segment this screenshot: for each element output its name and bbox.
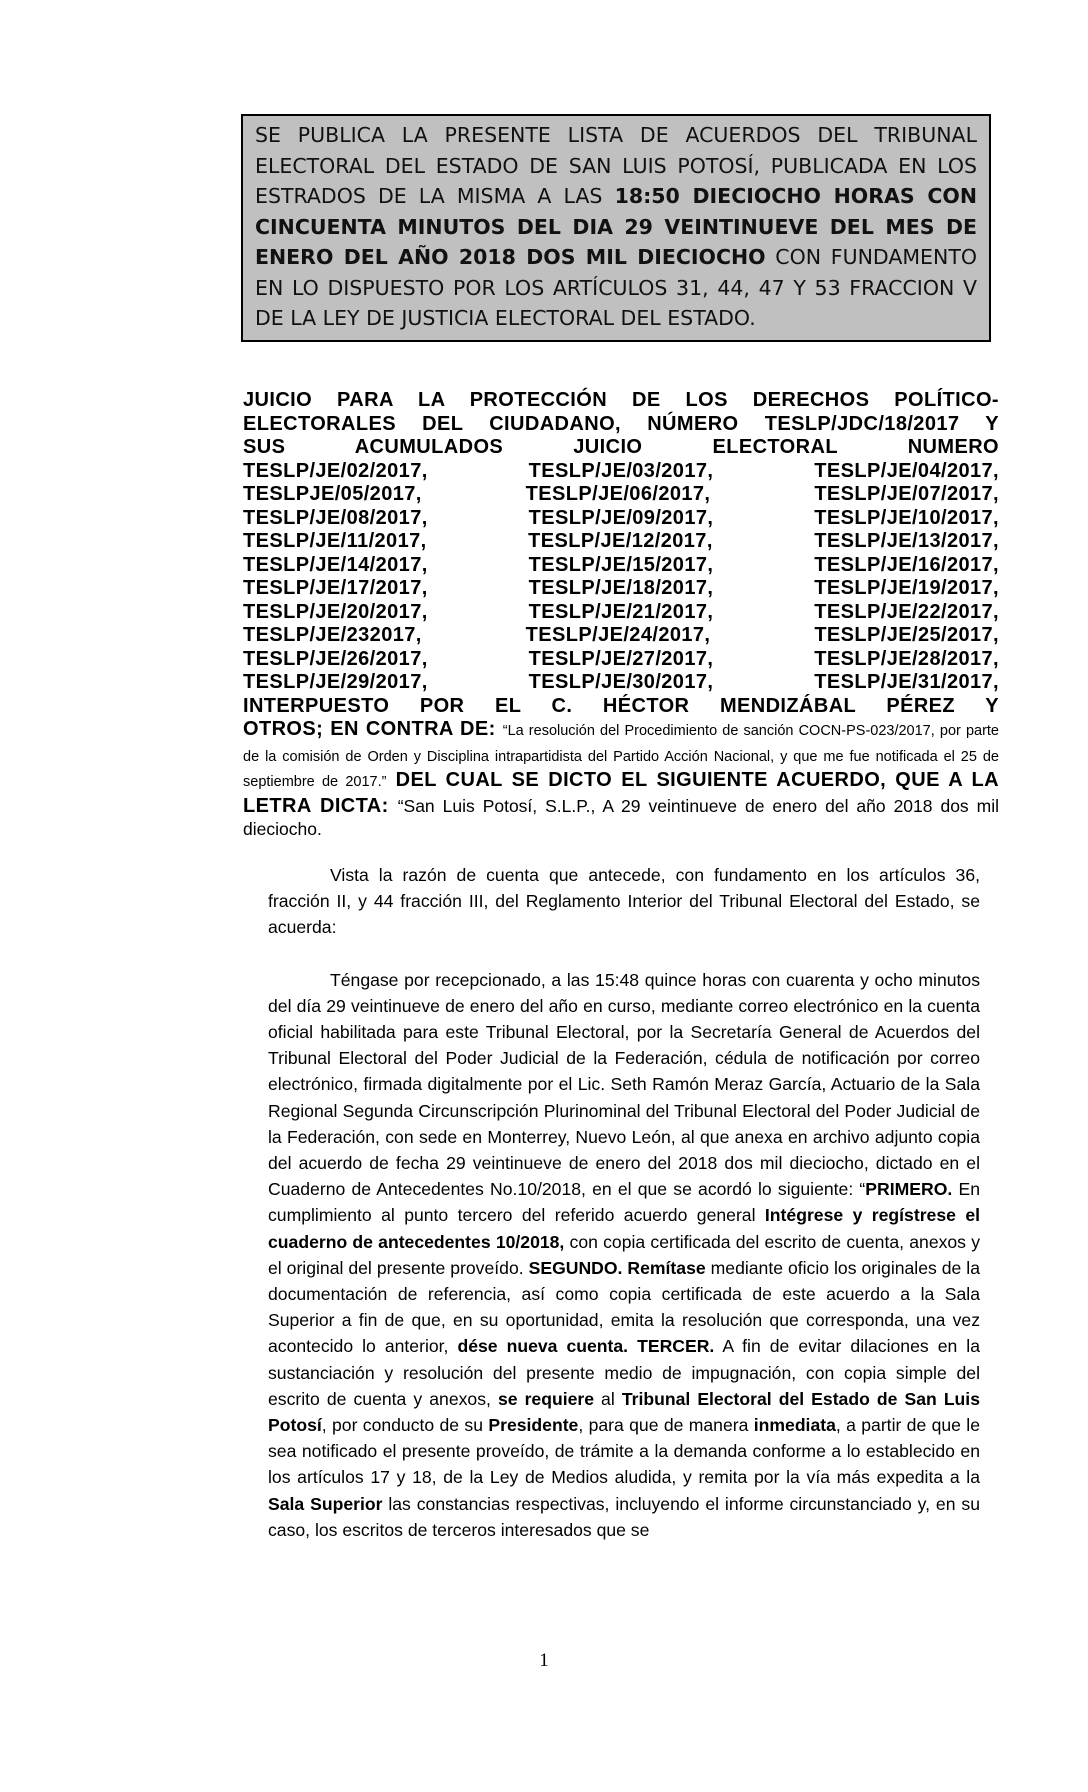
- case-numbers-row: TESLP/JE/29/2017, TESLP/JE/30/2017, TESLP/JE/31/2017,: [243, 671, 999, 693]
- case-numbers-row: TESLP/JE/02/2017, TESLP/JE/03/2017, TESLP/JE/04/2017,: [243, 459, 999, 482]
- contra-paragraph: [243, 718, 999, 842]
- case-numbers-row: TESLP/JE/11/2017, TESLP/JE/12/2017, TESLP/JE/13/2017,: [243, 530, 999, 552]
- publication-notice-box: [241, 114, 991, 342]
- header-line: JUICIO PARA LA PROTECCIÓN DE LOS DERECHOS POLÍTICO-: [243, 389, 999, 411]
- notice-basis: CON FUNDAMENTO EN LO DISPUESTO POR LOS ARTÍCULOS 31, 44, 47 Y 53 FRACCION V DE LA LEY DE JUSTICIA ELECTORAL DEL ESTADO.: [255, 245, 977, 330]
- header-line: SUS ACUMULADOS JUICIO ELECTORAL NUMERO: [243, 436, 999, 458]
- case-numbers-row: TESLP/JE/26/2017, TESLP/JE/27/2017, TESLP/JE/28/2017,: [243, 647, 999, 670]
- case-header: [243, 389, 999, 842]
- paragraph-receipt: Téngase por recepcionado, a las 15:48 quince horas con cuarenta y ocho minutos del día 29 veintinueve de enero del año en curso, mediante correo electrónico en la cuenta oficial habilitada para este Tribunal Electoral, por la Secretaría General de Acuerdos del Tribunal Electoral del Poder Judicial de la Federación, cédula de notificación por correo electrónico, firmada digitalmente por el Lic. Seth Ramón Meraz García, Actuario de la Sala Regional Segunda Circunscripción Plurinominal del Tribunal Electoral del Poder Judicial de la Federación, con sede en Monterrey, Nuevo León, al que anexa en archivo adjunto copia del acuerdo de fecha 29 veintinueve de enero del 2018 dos mil dieciocho, dictado en el Cuaderno de Antecedentes No.10/2018, en el que se acordó lo siguiente: “PRIMERO. En cumplimiento al punto tercero del referido acuerdo general Intégrese y regístrese el cuaderno de antecedentes 10/2018, con copia certificada del escrito de cuenta, anexos y el original del presente proveído. SEGUNDO. Remítase mediante oficio los originales de la documentación de referencia, así como copia certificada de este acuerdo a la Sala Superior a fin de que, en su oportunidad, emita la resolución que corresponda, una vez acontecido lo anterior, dése nueva cuenta. TERCER. A fin de evitar dilaciones en la sustanciación y resolución del presente medio de impugnación, con copia simple del escrito de cuenta y anexos, se requiere al Tribunal Electoral del Estado de San Luis Potosí, por conducto de su Presidente, para que de manera inmediata, a partir de que le sea notificado el presente proveído, de trámite a la demanda conforme a lo establecido en los artículos 17 y 18, de la Ley de Medios aludida, y remita por la vía más expedita a la Sala Superior las constancias respectivas, incluyendo el informe circunstanciado y, en su caso, los escritos de terceros interesados que se: [268, 969, 981, 1540]
- case-numbers-row: TESLP/JE/14/2017, TESLP/JE/15/2017, TESLP/JE/16/2017,: [243, 553, 999, 576]
- notice-text: SE PUBLICA LA PRESENTE LISTA DE ACUERDOS DEL TRIBUNAL ELECTORAL DEL ESTADO DE SAN LUIS POTOSÍ, PUBLICADA EN LOS ESTRADOS DE LA MISMA A LAS: [255, 123, 977, 208]
- paragraph-basis: Vista la razón de cuenta que antecede, con fundamento en los artículos 36, fracción II, y 44 fracción III, del Reglamento Interior del Tribunal Electoral del Estado, se acuerda:: [268, 865, 980, 938]
- header-line: ELECTORALES DEL CIUDADANO, NÚMERO TESLP/JDC/18/2017 Y: [243, 412, 999, 435]
- contested-resolution-quote: “La resolución del Procedimiento de sanción COCN-PS-023/2017, por parte de la comisión de Orden y Disciplina intrapartidista del Partido Acción Nacional, y que me fue notificada el 25 de septiembre de 2017.”: [243, 723, 999, 790]
- page-number: 1: [539, 1650, 549, 1671]
- agreement-date: “San Luis Potosí, S.L.P., A 29 veintinueve de enero del año 2018 dos mil dieciocho.: [243, 795, 999, 839]
- contra-label: OTROS; EN CONTRA DE:: [243, 718, 503, 740]
- case-numbers-row: TESLP/JE/232017, TESLP/JE/24/2017, TESLP/JE/25/2017,: [243, 624, 999, 646]
- case-numbers-row: TESLP/JE/08/2017, TESLP/JE/09/2017, TESLP/JE/10/2017,: [243, 506, 999, 529]
- case-numbers-row: TESLP/JE/17/2017, TESLP/JE/18/2017, TESLP/JE/19/2017,: [243, 577, 999, 599]
- dicto-label: DEL CUAL SE DICTO EL SIGUIENTE ACUERDO, QUE A LA LETRA DICTA:: [243, 769, 1000, 817]
- agreement-body: [268, 862, 980, 1569]
- case-numbers-row: TESLP/JE/20/2017, TESLP/JE/21/2017, TESLP/JE/22/2017,: [243, 600, 999, 623]
- interpuesto-line: INTERPUESTO POR EL C. HÉCTOR MENDIZÁBAL PÉREZ Y: [243, 694, 999, 717]
- case-numbers-row: TESLPJE/05/2017, TESLP/JE/06/2017, TESLP/JE/07/2017,: [243, 483, 999, 505]
- notice-datetime: 18:50 DIECIOCHO HORAS CON CINCUENTA MINUTOS DEL DIA 29 VEINTINUEVE DEL MES DE ENERO DEL AÑO 2018 DOS MIL DIECIOCHO: [255, 184, 977, 269]
